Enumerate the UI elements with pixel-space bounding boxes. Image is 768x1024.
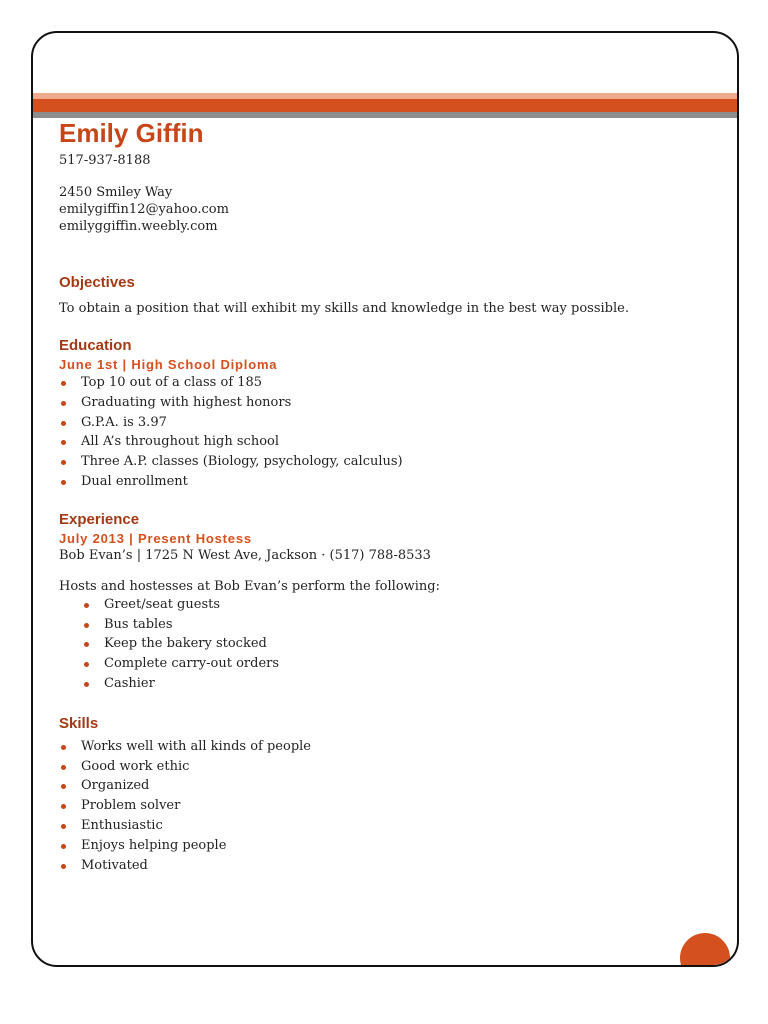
list-item: Dual enrollment (59, 472, 679, 492)
list-item: Keep the bakery stocked (59, 634, 679, 654)
education-heading: Education (59, 337, 132, 354)
skills-heading: Skills (59, 714, 99, 732)
applicant-name: Emily Giffin (59, 118, 204, 148)
phone-number: 517-937-8188 (59, 153, 151, 168)
list-item: Bus tables (59, 615, 679, 635)
list-item: All A’s throughout high school (59, 432, 679, 452)
education-list (59, 373, 679, 492)
objectives-text: To obtain a position that will exhibit my skills and knowledge in the best way possible. (59, 301, 629, 316)
list-item: Enthusiastic (59, 816, 679, 836)
experience-intro: Hosts and hostesses at Bob Evan’s perform the following: (59, 578, 441, 594)
list-item: Complete carry-out orders (59, 654, 679, 674)
list-item: Cashier (59, 674, 679, 694)
list-item: Graduating with highest honors (59, 393, 679, 413)
list-item: Top 10 out of a class of 185 (59, 373, 679, 393)
header-band-accent (33, 99, 737, 112)
email-address: emilygiffin12@yahoo.com (59, 202, 229, 217)
duties-list (59, 595, 679, 694)
list-item: G.P.A. is 3.97 (59, 413, 679, 433)
website-address: emilyggiffin.weebly.com (59, 219, 218, 234)
education-subheading: June 1st | High School Diploma (59, 357, 278, 372)
list-item: Motivated (59, 856, 679, 876)
street-address: 2450 Smiley Way (59, 185, 173, 200)
list-item: Organized (59, 776, 679, 796)
experience-subheading: July 2013 | Present Hostess (59, 530, 252, 546)
decorative-circle (680, 933, 730, 967)
list-item: Greet/seat guests (59, 595, 679, 615)
list-item: Enjoys helping people (59, 836, 679, 856)
objectives-heading: Objectives (59, 274, 135, 291)
skills-list (59, 737, 679, 876)
resume-content (59, 118, 679, 875)
experience-heading: Experience (59, 510, 140, 528)
list-item: Three A.P. classes (Biology, psychology, calculus) (59, 452, 679, 472)
list-item: Works well with all kinds of people (59, 737, 679, 757)
employer-details: Bob Evan’s | 1725 N West Ave, Jackson · (517) 788-8533 (59, 547, 431, 563)
list-item: Problem solver (59, 796, 679, 816)
list-item: Good work ethic (59, 757, 679, 777)
